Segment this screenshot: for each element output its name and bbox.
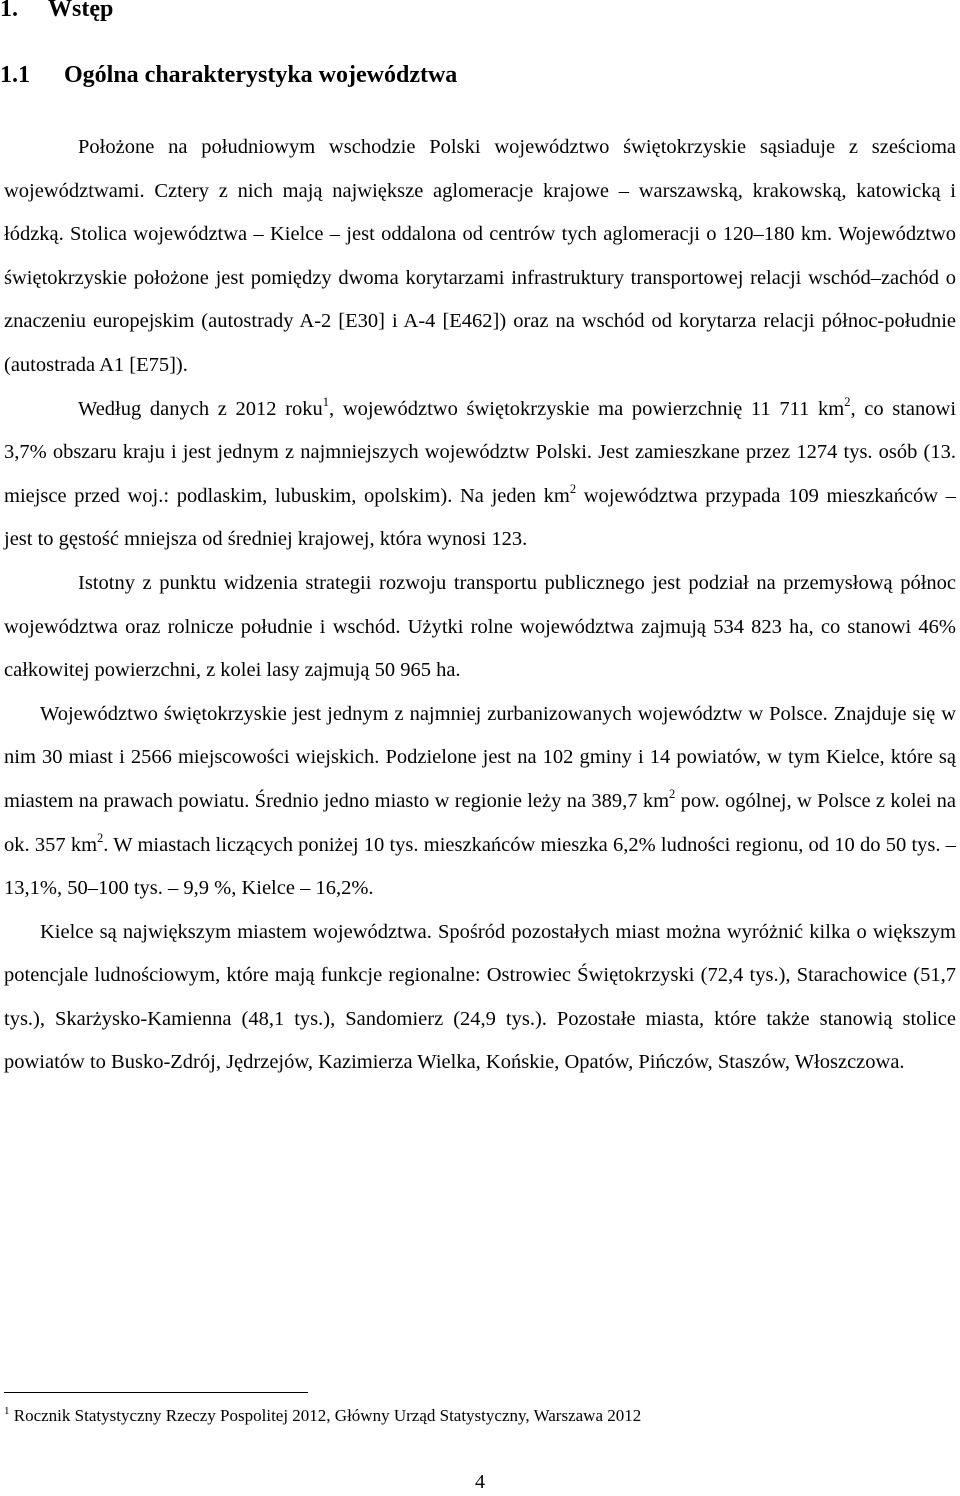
footnote xyxy=(4,1404,956,1428)
paragraph-urbanization xyxy=(4,693,956,911)
superscript: 2 xyxy=(669,786,676,801)
chapter-number: 1. xyxy=(0,0,18,22)
superscript: 2 xyxy=(844,394,851,409)
text-run: pow. ogólnej, w Polsce z kolei na ok. 357 km xyxy=(4,789,956,856)
chapter-heading xyxy=(0,0,113,23)
text-run: województwa przypada 109 mieszkańców – jest to gęstość mniejsza od średniej krajowej, która wynosi 123. xyxy=(4,484,956,551)
footnote-separator xyxy=(4,1392,308,1393)
text-run: Województwo świętokrzyskie jest jednym z najmniej zurbanizowanych województw w Polsce. Znajduje się w nim 30 miast i 2566 miejscowości wiejskich. Podzielone jest na 102 gminy i 14 powiatów, w tym Kielce, które są miastem na prawach powiatu. Średnio jedno miasto w regionie leży na 389,7 km xyxy=(4,702,956,812)
footnote-marker: 1 xyxy=(4,1405,10,1417)
text-run: . W miastach liczących poniżej 10 tys. mieszkańców mieszka 6,2% ludności regionu, od 10 do 50 tys. – 13,1%, 50–100 tys. – 9,9 %, Kielce – 16,2%. xyxy=(4,833,956,900)
paragraph-land-use: Istotny z punktu widzenia strategii rozwoju transportu publicznego jest podział na przemysłową północ województwa oraz rolnicze południe i wschód. Użytki rolne województwa zajmują 534 823 ha, co stanowi 46% całkowitej powierzchni, z kolei lasy zajmują 50 965 ha. xyxy=(4,571,956,682)
section-heading xyxy=(0,62,457,89)
superscript: 2 xyxy=(97,830,104,845)
body-text xyxy=(4,126,956,1085)
footnote-reference[interactable]: 1 xyxy=(322,394,330,409)
page-number: 4 xyxy=(475,1471,485,1493)
paragraph-location: Położone na południowym wschodzie Polski województwo świętokrzyskie sąsiaduje z sześcioma województwami. Cztery z nich mają największe aglomeracje krajowe – warszawską, krakowską, katowicką i łódzką. Stolica województwa – Kielce – jest oddalona od centrów tych aglomeracji o 120–180 km. Województwo świętokrzyskie położone jest pomiędzy dwoma korytarzami infrastruktury transportowej relacji wschód–zachód o znaczeniu europejskim (autostrady A-2 [E30] i A-4 [E462]) oraz na wschód od korytarza relacji północ-południe (autostrada A1 [E75]). xyxy=(4,136,956,376)
superscript: 2 xyxy=(569,481,577,496)
text-run: , województwo świętokrzyskie ma powierzchnię 11 711 km xyxy=(329,397,845,420)
text-run: , co stanowi 3,7% obszaru kraju i jest jednym z najmniejszych województw Polski. Jest zamieszkane przez 1274 tys. osób (13. miejsce przed woj.: podlaskim, lubuskim, opolskim). Na jeden km xyxy=(4,397,957,507)
chapter-title: Wstęp xyxy=(48,0,114,22)
paragraph-cities: Kielce są największym miastem województwa. Spośród pozostałych miast można wyróżnić kilka o większym potencjale ludnościowym, które mają funkcje regionalne: Ostrowiec Świętokrzyski (72,4 tys.), Starachowice (51,7 tys.), Skarżysko-Kamienna (48,1 tys.), Sandomierz (24,9 tys.). Pozostałe miasta, które także stanowią stolice powiatów to Busko-Zdrój, Jędrzejów, Kazimierza Wielka, Końskie, Opatów, Pińczów, Staszów, Włoszczowa. xyxy=(4,920,956,1074)
text-run: Według danych z 2012 roku xyxy=(78,397,323,420)
footnote-text: Rocznik Statystyczny Rzeczy Pospolitej 2012, Główny Urząd Statystyczny, Warszawa 2012 xyxy=(9,1406,642,1425)
paragraph-area xyxy=(4,388,956,562)
section-number: 1.1 xyxy=(0,62,30,88)
section-title: Ogólna charakterystyka województwa xyxy=(64,62,458,88)
